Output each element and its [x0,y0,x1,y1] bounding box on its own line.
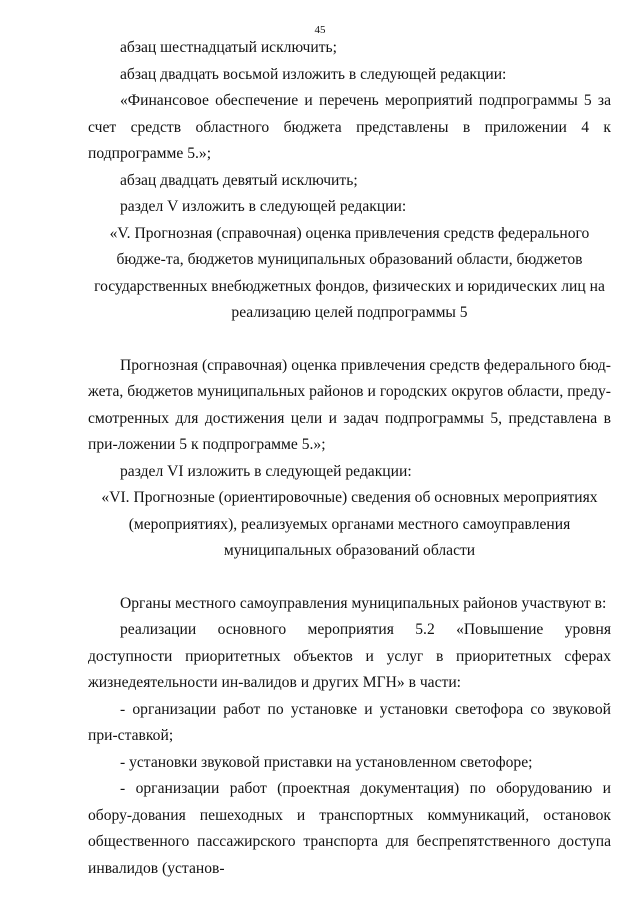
paragraph-4: абзац двадцать девятый исключить; [120,171,358,189]
paragraph-12: - организации работ (проектная документация) по оборудованию и обору-дования пешеходных и транспортных коммуникаций, остановок общественного пассажирского транспорта для беспрепятственного доступа инвалидов (установ- [88,780,611,877]
paragraph-1: абзац шестнадцатый исключить; [120,39,337,56]
section-vi-heading: «VI. Прогнозные (ориентировочные) сведения об основных мероприятиях (мероприятиях), реализуемых органами местного самоуправления муниципальных образований области [101,489,598,559]
paragraph-9: реализации основного мероприятия 5.2 «Повышение уровня доступности приоритетных объектов и услуг в приоритетных сферах жизнедеятельности ин-валидов и других МГН» в части: [88,621,611,691]
paragraph-3: «Финансовое обеспечение и перечень мероприятий подпрограммы 5 за счет средств областного бюджета представлены в приложении 4 к подпрограмме 5.»; [88,92,611,162]
paragraph-11: - установки звуковой приставки на установленном светофоре; [120,753,533,771]
paragraph-5: раздел V изложить в следующей редакции: [120,198,407,215]
paragraph-7: раздел VI изложить в следующей редакции: [120,462,412,480]
page-number: 45 [314,24,326,36]
paragraph-10: - организации работ по установке и установки светофора со звуковой при-ставкой; [88,700,611,744]
paragraph-6: Прогнозная (справочная) оценка привлечения средств федерального бюд-жета, бюджетов муниципальных районов и городских округов области, преду-смотренных для достижения цели и задач подпрограммы 5, представлена в при-ложении 5 к подпрограмме 5.»; [88,356,611,453]
section-v-heading: «V. Прогнозная (справочная) оценка привлечения средств федерального бюдже-та, бюджетов муниципальных образований области, бюджетов государственных внебюджетных фондов, физических и юридических лиц на реализацию целей подпрограммы 5 [94,224,605,321]
paragraph-2: абзац двадцать восьмой изложить в следующей редакции: [120,65,507,83]
paragraph-8: Органы местного самоуправления муниципальных районов участвуют в: [120,594,607,612]
document-body [88,35,611,882]
